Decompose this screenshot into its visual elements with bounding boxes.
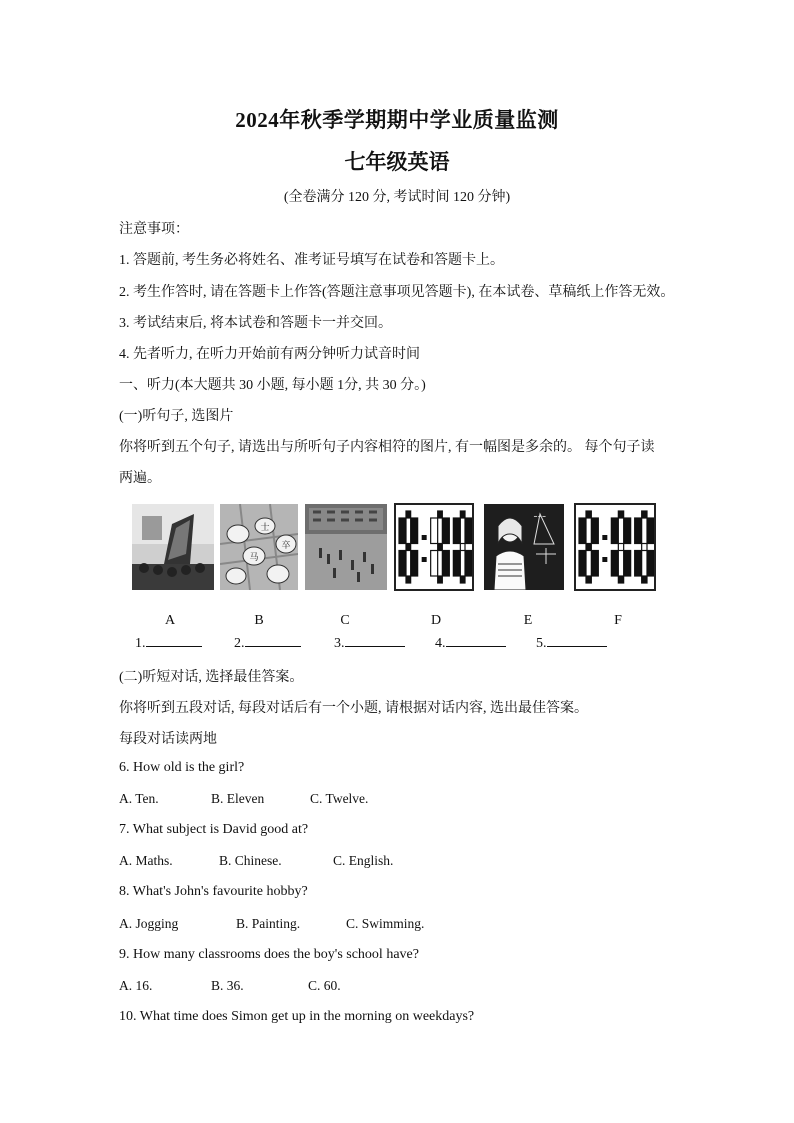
- clock-830-image: [394, 503, 474, 591]
- notice-item-2: 2. 考生作答时, 请在答题卡上作答(答题注意事项见答题卡), 在本试卷、草稿纸上作答无效。: [119, 285, 675, 300]
- clock-segment: [453, 551, 460, 577]
- answer-blank-1[interactable]: 1.: [135, 634, 202, 652]
- clock-segment: [586, 511, 591, 518]
- part1-instruction-line1: 你将听到五个句子, 请选出与所听句子内容相符的图片, 有一幅图是多余的。 每个句子读: [119, 440, 655, 455]
- clock-segment: [624, 551, 631, 577]
- clock-segment: [642, 544, 647, 551]
- exam-subtitle: 七年级英语: [344, 150, 450, 174]
- school-playground-photo: [305, 504, 387, 590]
- clock-colon: [602, 557, 607, 562]
- clock-segment: [442, 551, 449, 577]
- q7-option-c[interactable]: C. English.: [333, 853, 394, 868]
- q9-option-a[interactable]: A. 16.: [119, 978, 153, 993]
- clock-segment: [406, 576, 411, 583]
- clock-segment: [579, 518, 586, 544]
- q6-option-b[interactable]: B. Eleven: [211, 791, 265, 806]
- clock-segment: [465, 551, 472, 577]
- clock-segment: [399, 551, 406, 577]
- notice-item-3: 3. 考试结束后, 将本试卷和答题卡一并交回。: [119, 316, 392, 331]
- clock-segment: [647, 518, 654, 544]
- clock-segment: [431, 551, 438, 577]
- clock-segment: [465, 518, 472, 544]
- picture-label-d: D: [430, 613, 442, 628]
- clock-segment: [453, 518, 460, 544]
- clock-segment: [460, 576, 465, 583]
- clock-segment: [618, 544, 623, 551]
- clock-segment: [618, 511, 623, 518]
- picture-label-a: A: [164, 613, 176, 628]
- clock-colon: [422, 535, 427, 540]
- clock-segment: [438, 576, 443, 583]
- question-7: 7. What subject is David good at?: [119, 822, 309, 837]
- q9-option-c[interactable]: C. 60.: [308, 978, 341, 993]
- question-6: 6. How old is the girl?: [119, 760, 245, 775]
- clock-segment: [611, 518, 618, 544]
- picture-label-b: B: [254, 613, 264, 628]
- chess-photo: [220, 504, 298, 590]
- clock-segment: [642, 576, 647, 583]
- part2-heading: (二)听短对话, 选择最佳答案。: [119, 670, 304, 685]
- exam-note: (全卷满分 120 分, 考试时间 120 分钟): [283, 190, 511, 205]
- part2-instruction-2: 每段对话读两地: [119, 732, 217, 747]
- clock-segment: [442, 518, 449, 544]
- clock-colon: [422, 557, 427, 562]
- clock-segment: [611, 551, 618, 577]
- q6-option-a[interactable]: A. Ten.: [119, 791, 159, 806]
- q7-option-b[interactable]: B. Chinese.: [219, 853, 282, 868]
- svg-text:士: 士: [260, 522, 270, 532]
- clock-segment: [647, 551, 654, 577]
- part2-instruction: 你将听到五段对话, 每段对话后有一个小题, 请根据对话内容, 选出最佳答案。: [119, 701, 588, 716]
- svg-text:━ ━ ━: ━ ━ ━: [534, 515, 546, 520]
- answer-blank-2[interactable]: 2.: [234, 634, 301, 652]
- q7-option-a[interactable]: A. Maths.: [119, 853, 173, 868]
- notice-item-4: 4. 先者听力, 在听力开始前有两分钟听力试音时间: [119, 347, 420, 362]
- clock-800-image: [574, 503, 656, 591]
- notice-heading: 注意事项：: [119, 222, 189, 237]
- clock-colon: [602, 535, 607, 540]
- teacher-blackboard-image: [484, 504, 564, 590]
- clock-segment: [591, 518, 598, 544]
- clock-segment: [411, 518, 418, 544]
- picture-strip: [119, 500, 675, 650]
- picture-label-e: E: [523, 613, 533, 628]
- q8-option-a[interactable]: A. Jogging: [119, 916, 179, 931]
- clock-segment: [586, 544, 591, 551]
- question-8: 8. What's John's favourite hobby?: [119, 884, 308, 899]
- notice-item-1: 1. 答题前, 考生务必将姓名、准考证号填写在试卷和答题卡上。: [119, 253, 504, 268]
- clock-segment: [579, 551, 586, 577]
- q6-option-c[interactable]: C. Twelve.: [310, 791, 369, 806]
- clock-segment: [431, 518, 438, 544]
- clock-segment: [460, 544, 465, 551]
- clock-segment: [586, 576, 591, 583]
- exam-title: 2024年秋季学期期中学业质量监测: [235, 108, 559, 132]
- clock-segment: [635, 518, 642, 544]
- svg-text:马: 马: [249, 552, 259, 562]
- clock-segment: [642, 511, 647, 518]
- section1-heading: 一、听力(本大题共 30 小题, 每小题 1分, 共 30 分。): [119, 378, 426, 393]
- flag-ceremony-photo: [132, 504, 214, 590]
- clock-segment: [438, 511, 443, 518]
- clock-segment: [411, 551, 418, 577]
- clock-segment: [591, 551, 598, 577]
- clock-segment: [460, 511, 465, 518]
- part1-instruction-line2: 两遍。: [119, 471, 161, 486]
- answer-blank-3[interactable]: 3.: [334, 634, 405, 652]
- q8-option-c[interactable]: C. Swimming.: [346, 916, 425, 931]
- answer-blank-4[interactable]: 4.: [435, 634, 506, 652]
- svg-text:卒: 卒: [281, 540, 291, 550]
- answer-blank-5[interactable]: 5.: [536, 634, 607, 652]
- clock-segment: [438, 544, 443, 551]
- clock-segment: [406, 544, 411, 551]
- question-10: 10. What time does Simon get up in the morning on weekdays?: [119, 1009, 475, 1024]
- question-9: 9. How many classrooms does the boy's school have?: [119, 947, 419, 962]
- q9-option-b[interactable]: B. 36.: [211, 978, 244, 993]
- clock-segment: [624, 518, 631, 544]
- part1-heading: (一)听句子, 选图片: [119, 409, 234, 424]
- clock-segment: [406, 511, 411, 518]
- q8-option-b[interactable]: B. Painting.: [236, 916, 301, 931]
- picture-label-c: C: [340, 613, 350, 628]
- clock-segment: [618, 576, 623, 583]
- clock-segment: [399, 518, 406, 544]
- clock-segment: [635, 551, 642, 577]
- picture-label-f: F: [614, 613, 622, 628]
